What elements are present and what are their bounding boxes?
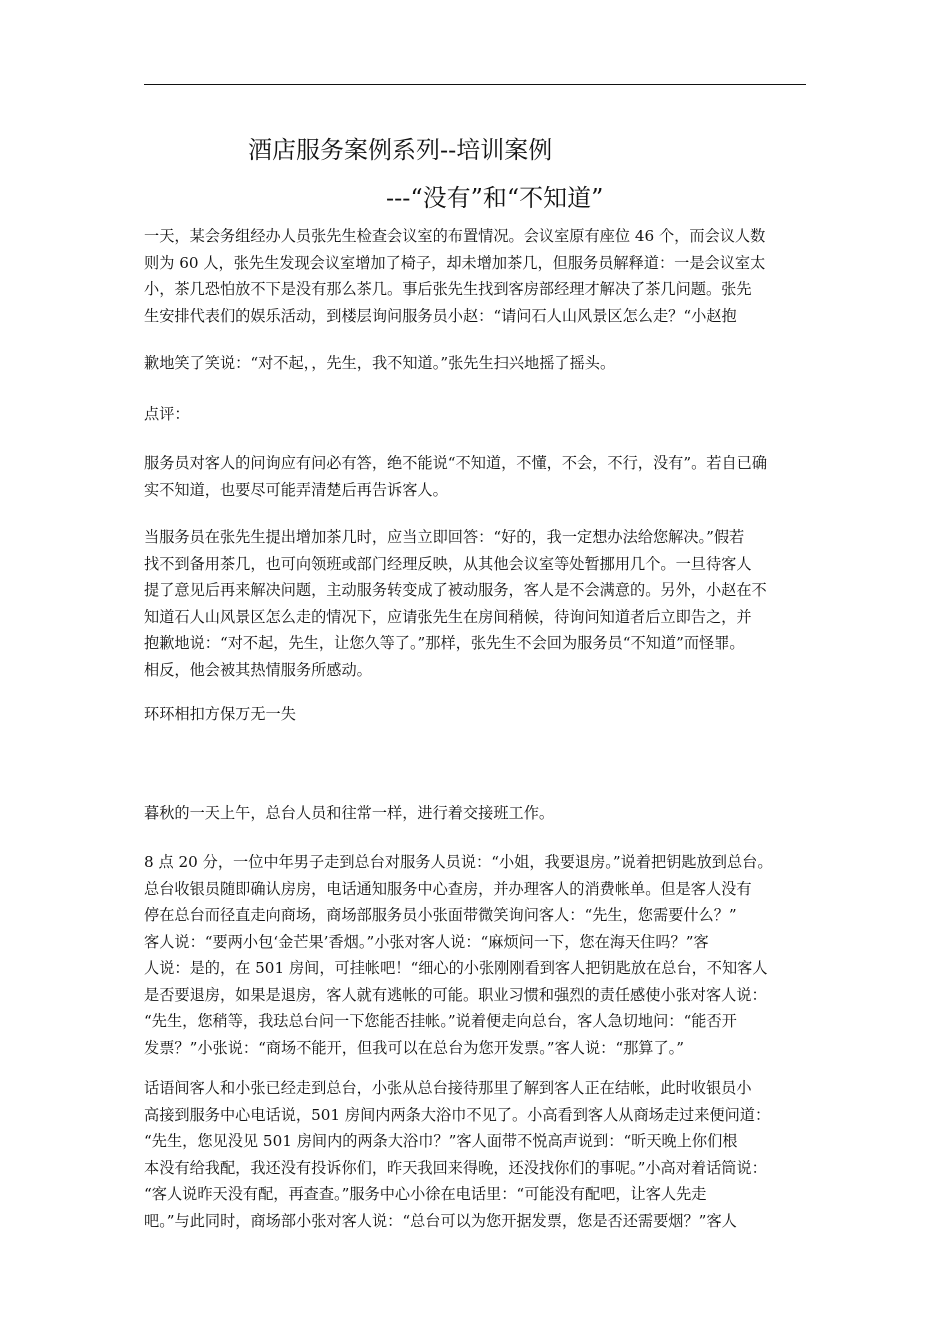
text-line: 生安排代表们的娱乐活动，到楼层询问服务员小赵：“请问石人山风景区怎么走？“小赵抱 [144,306,737,325]
paragraph-case-2-body [144,849,808,1061]
text-line: 实不知道，也要尽可能弄清楚后再告诉客人。 [144,480,448,499]
paragraph-case-1 [144,223,808,329]
text-line: “先生，您见没见 501 房间内的两条大浴巾？”客人面带不悦高声说到：“昕天晚上你们根 [144,1132,738,1150]
text-line: 一天，某会务组经办人员张先生检查会议室的布置情况。会议室原有座位 46 个，而会议人数 [144,227,766,245]
document-subtitle: ---“没有”和“不知道” [386,184,604,212]
text-line: 知道石人山风景区怎么走的情况下，应请张先生在房间稍候，待询问知道者后立即告之，并 [144,607,752,626]
paragraph-case-1-end [144,350,808,377]
comment-heading [144,401,808,428]
paragraph-case-2-intro [144,800,808,827]
text-line: 抱歉地说：“对不起，先生，让您久等了。”那样，张先生不会回为服务员“不知道”而怪罪。 [144,634,745,652]
text-line: 高接到服务中心电话说，501 房间内两条大浴巾不见了。小高看到客人从商场走过来便问道： [144,1105,771,1124]
text-line: 是否要退房，如果是退房，客人就有逃帐的可能。职业习惯和强烈的责任感使小张对客人说： [144,985,767,1004]
section-heading-2 [144,701,808,728]
text-line: 话语间客人和小张已经走到总台，小张从总台接待那里了解到客人正在结帐，此时收银员小 [144,1079,752,1097]
text-line: 暮秋的一天上午，总台人员和往常一样，进行着交接班工作。 [144,804,555,822]
paragraph-comment-2 [144,524,808,683]
text-line: 停在总台而径直走向商场，商场部服务员小张面带微笑询问客人：“先生，您需要什么？” [144,906,737,924]
text-line: “客人说昨天没有配，再查查。”服务中心小徐在电话里：“可能没有配吧，让客人先走 [144,1185,707,1203]
header-rule [144,84,806,85]
text-line: 当服务员在张先生提出增加茶几时，应当立即回答：“好的，我一定想办法给您解决。”假若 [144,528,745,546]
paragraph-comment-1 [144,450,808,503]
text-line: 找不到备用茶几，也可向领班或部门经理反映，从其他会议室等处暂挪用几个。一旦待客人 [144,554,752,573]
text-line: 环环相扣方保万无一失 [144,705,296,723]
text-line: 总台收银员随即确认房房，电话通知服务中心查房，并办理客人的消费帐单。但是客人没有 [144,879,752,898]
text-line: 人说：是的，在 501 房间，可挂帐吧！“细心的小张刚刚看到客人把钥匙放在总台，不知客人 [144,959,768,977]
text-line: 本没有给我配，我还没有投诉你们，昨天我回来得晚，还没找你们的事呢。”小高对着话筒说： [144,1158,767,1177]
document-title: 酒店服务案例系列--培训案例 [248,136,553,164]
text-line: 提了意见后再来解决问题，主动服务转变成了被动服务，客人是不会满意的。另外，小赵在不 [144,581,767,599]
text-line: 发票？”小张说：“商场不能开，但我可以在总台为您开发票。”客人说：“那算了。” [144,1038,684,1057]
text-line: “先生，您稍等，我珐总台问一下您能否挂帐。”说着便走向总台，客人急切地问：“能否开 [144,1012,737,1030]
text-line: 小，茶几恐怕放不下是没有那么茶几。事后张先生找到客房部经理才解决了茶几问题。张先 [144,280,752,298]
paragraph-case-2-continued [144,1075,808,1234]
text-line: 服务员对客人的问询应有问必有答，绝不能说“不知道，不懂，不会，不行，没有”。若自已确 [144,454,768,472]
text-line: 相反，他会被其热情服务所感动。 [144,660,372,679]
text-line: 吧。”与此同时，商场部小张对客人说：“总台可以为您开据发票，您是否还需要烟？”客人 [144,1211,737,1230]
text-line: 则为 60 人，张先生发现会议室增加了椅子，却未增加茶几，但服务员解释道：一是会议室太 [144,253,766,272]
text-line: 歉地笑了笑说：“对不起，，先生，我不知道。”张先生扫兴地摇了摇头。 [144,354,616,372]
text-line: 客人说：“要两小包‘金芒果’香烟。”小张对客人说：“麻烦问一下，您在海天住吗？”客 [144,932,709,951]
text-line: 8 点 20 分，一位中年男子走到总台对服务人员说：“小姐，我要退房。”说着把钥匙放到总台。 [144,853,773,871]
text-line: 点评： [144,405,190,423]
